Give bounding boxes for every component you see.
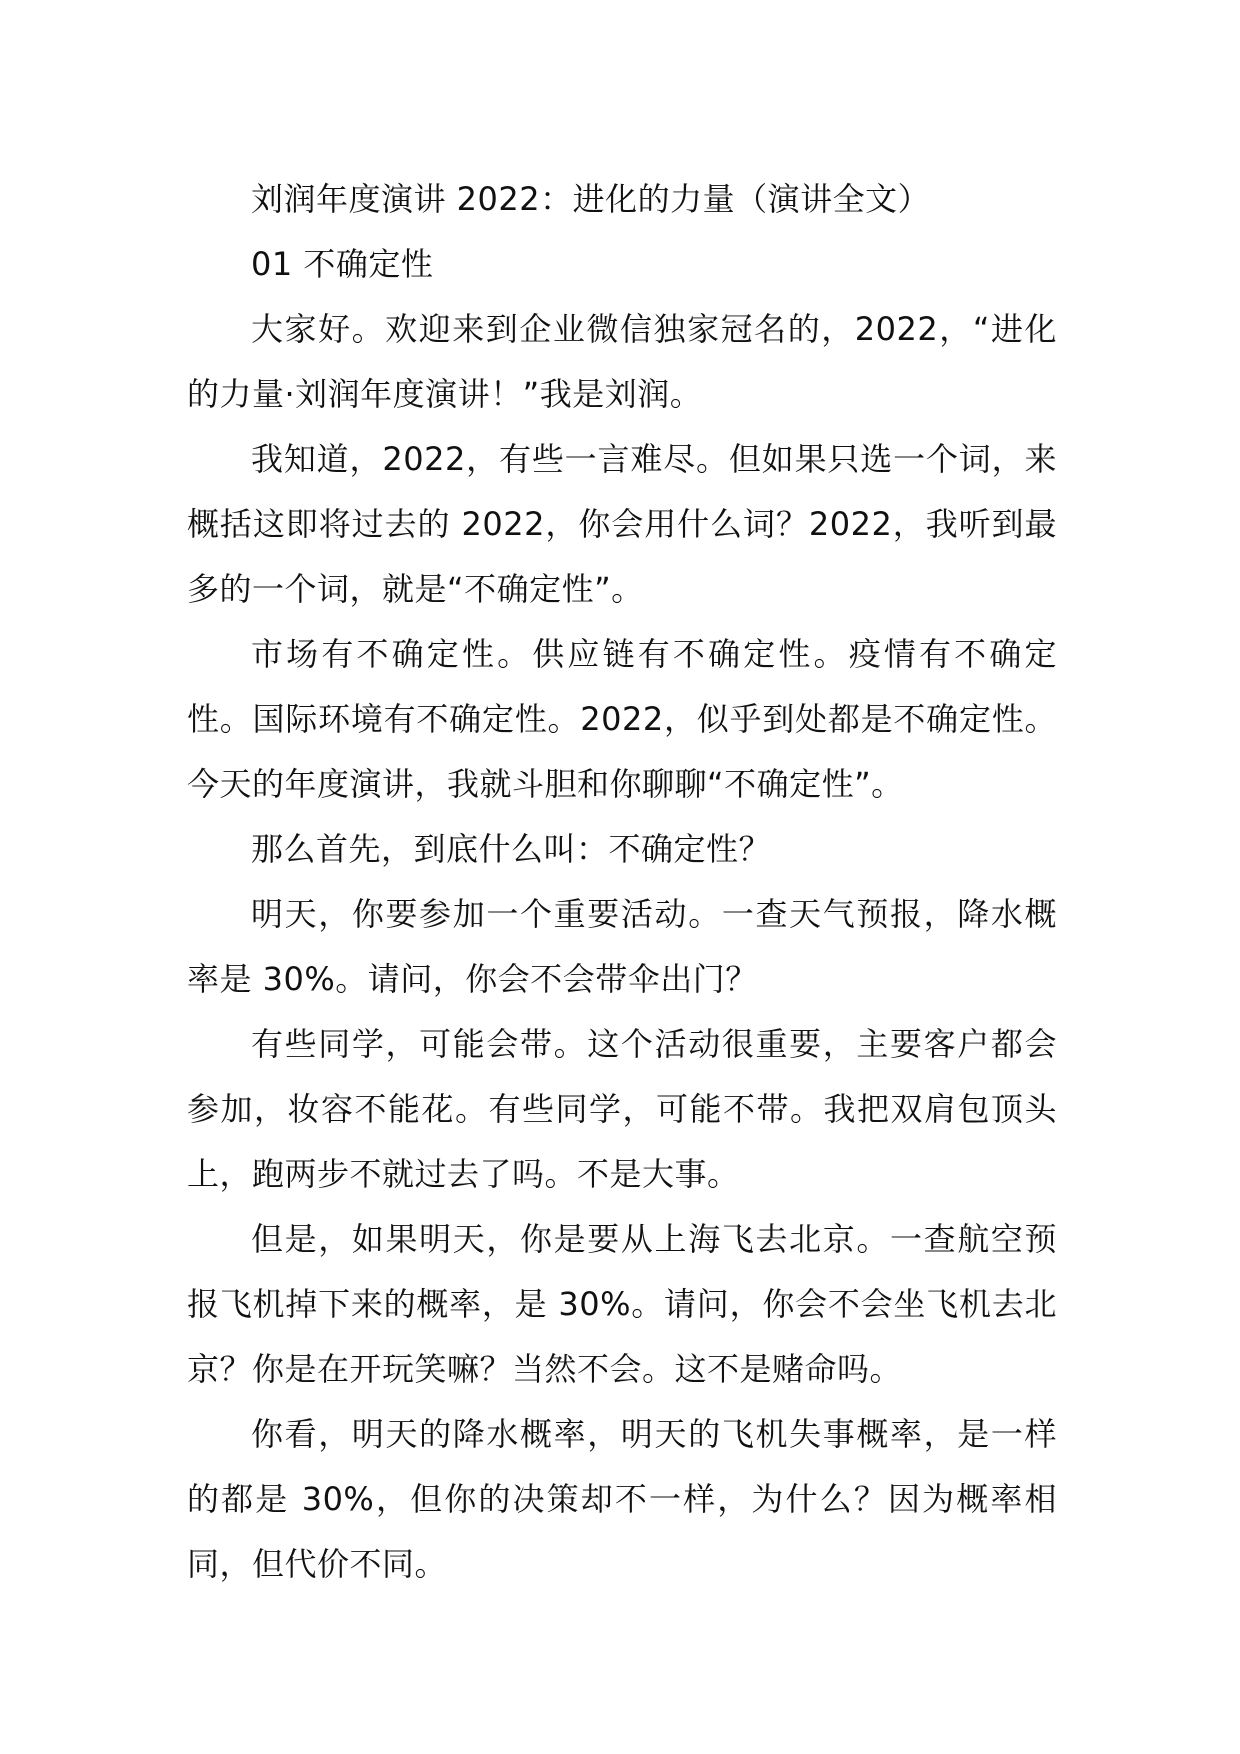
- document-body: [187, 167, 1057, 1597]
- paragraph: 但是，如果明天，你是要从上海飞去北京。一查航空预报飞机掉下来的概率，是 30%。请问，你会不会坐飞机去北京？你是在开玩笑嘛？当然不会。这不是赌命吗。: [187, 1220, 1057, 1388]
- paragraph: 明天，你要参加一个重要活动。一查天气预报，降水概率是 30%。请问，你会不会带伞出门？: [187, 895, 1057, 998]
- paragraph: 大家好。欢迎来到企业微信独家冠名的，2022，“进化的力量·刘润年度演讲！”我是刘润。: [187, 310, 1057, 413]
- paragraph: 那么首先，到底什么叫：不确定性？: [251, 830, 772, 868]
- section-heading: 01 不确定性: [251, 245, 434, 283]
- paragraph: 你看，明天的降水概率，明天的飞机失事概率，是一样的都是 30%，但你的决策却不一样，为什么？因为概率相同，但代价不同。: [187, 1415, 1057, 1583]
- paragraph: 市场有不确定性。供应链有不确定性。疫情有不确定性。国际环境有不确定性。2022，似乎到处都是不确定性。今天的年度演讲，我就斗胆和你聊聊“不确定性”。: [187, 635, 1057, 803]
- document-title: 刘润年度演讲 2022：进化的力量（演讲全文）: [251, 180, 931, 218]
- paragraph: 我知道，2022，有些一言难尽。但如果只选一个词，来概括这即将过去的 2022，你会用什么词？2022，我听到最多的一个词，就是“不确定性”。: [187, 440, 1057, 608]
- paragraph: 有些同学，可能会带。这个活动很重要，主要客户都会参加，妆容不能花。有些同学，可能不带。我把双肩包顶头上，跑两步不就过去了吗。不是大事。: [187, 1025, 1057, 1193]
